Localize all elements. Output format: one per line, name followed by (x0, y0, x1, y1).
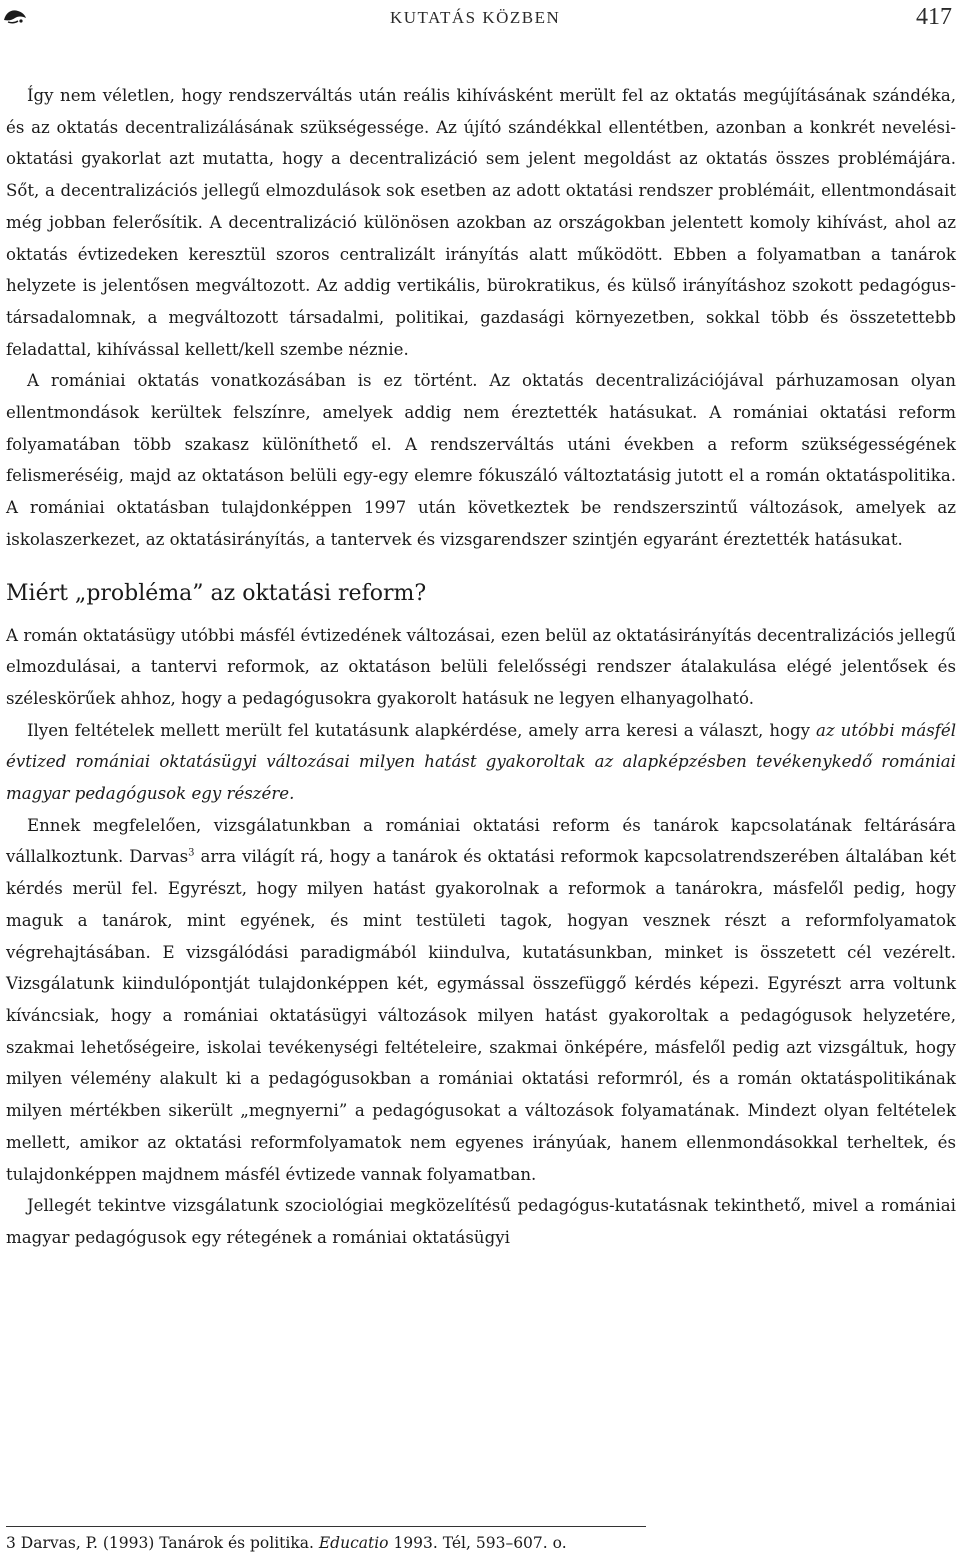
fleuron-icon (2, 6, 28, 26)
running-head: KUTATÁS KÖZBEN (390, 8, 561, 27)
paragraph-text: Ilyen feltételek mellett merült fel kutatásunk alapkérdése, amely arra keresi a választ, hogy (27, 720, 817, 740)
page-header (0, 0, 960, 44)
footnote-text: 1993. Tél, 593–607. o. (388, 1534, 567, 1552)
footnote-reference[interactable]: 3 (188, 847, 195, 859)
section-heading: Miért „probléma” az oktatási reform? (6, 580, 427, 606)
paragraph-darvas (6, 810, 956, 1190)
footnote-text: 3 Darvas, P. (1993) Tanárok és politika. (6, 1534, 319, 1552)
main-text (6, 80, 956, 1254)
paragraph-text: Ennek megfelelően, vizsgálatunkban a romániai oktatási reform és tanárok kapcsolatának feltárására vállalkoztunk. Darvas (6, 815, 956, 867)
research-question-italic: az utóbbi másfél évtized romániai oktatásügyi változásai milyen hatást gyakoroltak az alapképzésben tevékenykedő romániai magyar pedagógusok egy részére. (6, 720, 956, 804)
footnote (6, 1534, 567, 1552)
footnote-journal: Educatio (318, 1534, 389, 1552)
paragraph: Jellegét tekintve vizsgálatunk szociológiai megközelítésű pedagógus-kutatásnak tekinthető, mivel a romániai magyar pedagógusok egy rétegének a romániai oktatásügyi (6, 1196, 956, 1247)
paragraph: A román oktatásügy utóbbi másfél évtizedének változásai, ezen belül az oktatásirányítás decentralizációs jellegű elmozdulásai, a tantervi reformok, az oktatáson belüli felelősségi rendszer átalakulása elégé jelentősek és széleskörűek ahhoz, hogy a pedagógusokra gyakorolt hatásuk ne legyen elhanyagolható. (6, 625, 956, 708)
paragraph: Így nem véletlen, hogy rendszerváltás után reális kihívásként merült fel az oktatás megújításának szándéka, és az oktatás decentralizálásának szükségessége. Az újító szándékkal ellentétben, azonban a konkrét nevelési-oktatási gyakorlat azt mutatta, hogy a decentralizáció sem jelent megoldást az oktatás összes problémájára. Sőt, a decentralizációs jellegű elmozdulások sok esetben az adott oktatási rendszer problémáit, ellentmondásait még jobban felerősítik. A decentralizáció különösen azokban az országokban jelentett komoly kihívást, ahol az oktatás évtizedeken keresztül szoros centralizált irányítás alatt működött. Ebben a folyamatban a tanárok helyzete is jelentősen megváltozott. Az addig vertikális, bürokratikus, és külső irányításhoz szokott pedagógus-társadalomnak, a megváltozott társadalmi, politikai, gazdasági környezetben, sokkal több és összetettebb feladattal, kihívással kellett/kell szembe néznie. (6, 86, 956, 359)
page-number: 417 (916, 4, 952, 30)
paragraph: A romániai oktatás vonatkozásában is ez történt. Az oktatás decentralizációjával párhuzamosan olyan ellentmondások kerültek felszínre, amelyek addig nem éreztették hatásukat. A romániai oktatási reform folyamatában több szakasz különíthető el. A rendszerváltás utáni években a reform szükségességének felismeréséig, majd az oktatáson belüli egy-egy elemre fókuszáló változtatásig jutott el a román oktatáspolitika. A romániai oktatásban tulajdonképpen 1997 után következtek be rendszerszintű változások, amelyek az iskolaszerkezet, az oktatásirányítás, a tantervek és vizsgarendszer szintjén egyaránt éreztették hatásukat. (6, 371, 956, 549)
paragraph-text: arra világít rá, hogy a tanárok és oktatási reformok kapcsolatrendszerében általában két kérdés merül fel. Egyrészt, hogy milyen hatást gyakorolnak a reformok a tanárokra, másfelől pedig, hogy maguk a tanárok, mint egyének, és mint testületi tagok, hogyan vesznek részt a reformfolyamatok végrehajtásában. E vizsgálódási paradigmából kiindulva, kutatásunkban, minket is összetett cél vezérelt. Vizsgálatunk kiindulópontját tulajdonképpen két, egymással összefüggő kérdés képezi. Egyrészt arra voltunk kíváncsiak, hogy a romániai oktatásügyi változások milyen hatást gyakoroltak a pedagógusok helyzetére, szakmai lehetőségeire, iskolai tevékenységi feltételeire, szakmai önképére, másfelől pedig azt vizsgáltuk, hogy milyen vélemény alakult ki a pedagógusokban a romániai oktatási reformról, és a román oktatáspolitikának milyen mértékben sikerült „megnyerni” a pedagógusokat a változások folyamatának. Mindezt olyan feltételek mellett, amikor az oktatási reformfolyamatok nem egyenes irányúak, hanem ellenmondásokkal terheltek, és tulajdonképpen majdnem másfél évtizede vannak folyamatban. (6, 847, 956, 1184)
footnote-divider (6, 1526, 646, 1527)
paragraph-research-question (6, 715, 956, 810)
